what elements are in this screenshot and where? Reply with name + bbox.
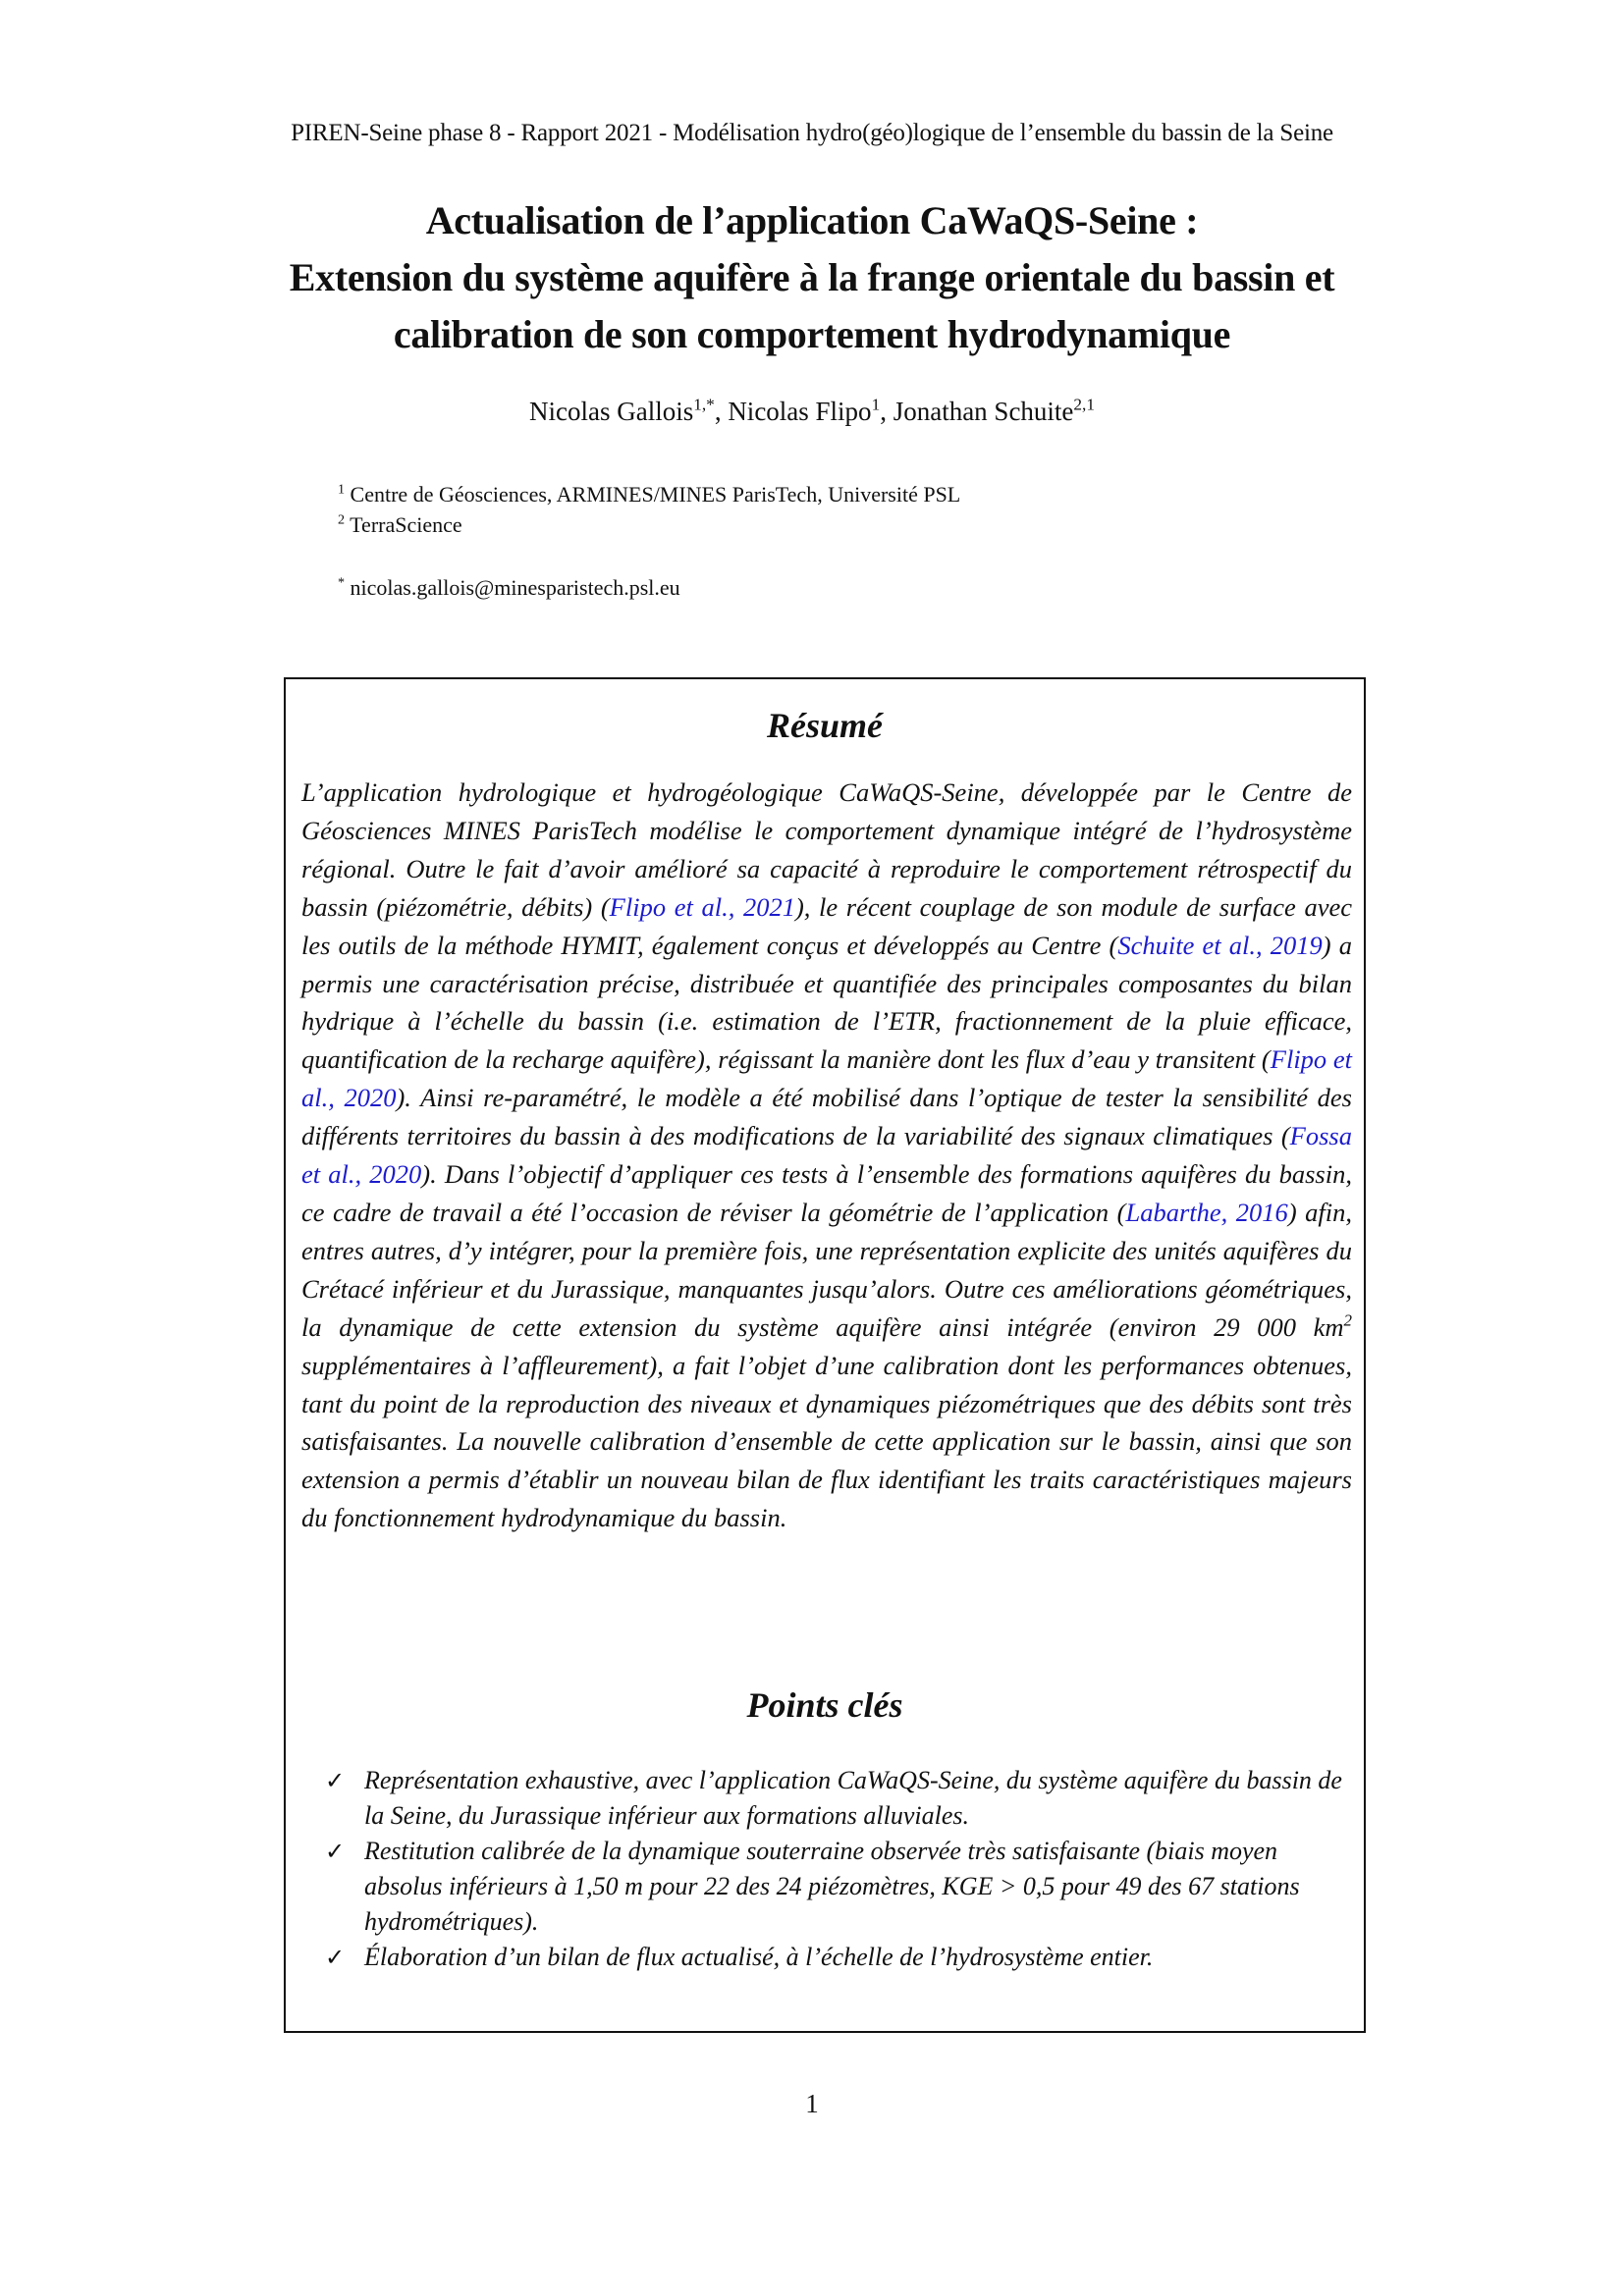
key-point-item bbox=[325, 1834, 1346, 1940]
abstract-segment: ). Ainsi re-paramétré, le modèle a été mobilisé dans l’optique de tester la sensibilité des différents territoires du bassin à des modifications de la variabilité des signaux climatiques ( bbox=[301, 1083, 1352, 1151]
author-affil-mark: 2,1 bbox=[1073, 395, 1096, 414]
affiliation-mark: 1 bbox=[338, 481, 346, 498]
author-separator: , bbox=[880, 397, 893, 426]
key-points-heading: Points clés bbox=[746, 1685, 903, 1725]
citation-link[interactable]: Fossa et al., 2020 bbox=[301, 1121, 1352, 1190]
affiliation bbox=[338, 509, 960, 540]
author-affil-mark: 1 bbox=[871, 395, 881, 414]
affiliations bbox=[338, 479, 960, 540]
title-line: Extension du système aquifère à la frange orientale du bassin et bbox=[289, 255, 1335, 299]
citation-link[interactable]: Flipo et al., 2020 bbox=[301, 1044, 1352, 1113]
title-line: calibration de son comportement hydrodynamique bbox=[393, 312, 1231, 356]
author-separator: , bbox=[714, 397, 729, 426]
citation-link[interactable]: Schuite et al., 2019 bbox=[1117, 930, 1323, 960]
checkmark-icon: ✓ bbox=[325, 1944, 346, 1971]
abstract-segment: supplémentaires à l’affleurement), a fait l’objet d’une calibration dont les performances obtenues, tant du point de la reproduction des niveaux et dynamiques piézométriques que des débits sont très satisfaisantes. La nouvelle calibration d’ensemble de cette application sur le bassin, ainsi que son extension a permis d’établir un nouveau bilan de flux identifiant les traits caractéristiques majeurs du fonctionnement hydrodynamique du bassin. bbox=[301, 1350, 1352, 1533]
title-line: Actualisation de l’application CaWaQS-Seine : bbox=[425, 198, 1199, 242]
author-name: Nicolas Flipo bbox=[728, 397, 872, 426]
paper-title bbox=[147, 192, 1477, 363]
abstract-box bbox=[284, 677, 1366, 2033]
key-points-list bbox=[325, 1763, 1346, 1975]
affiliation-text: TerraScience bbox=[350, 512, 462, 537]
correspondence bbox=[338, 575, 680, 601]
checkmark-icon: ✓ bbox=[325, 1767, 346, 1794]
citation-link[interactable]: Labarthe, 2016 bbox=[1125, 1197, 1288, 1227]
running-header: PIREN-Seine phase 8 - Rapport 2021 - Modélisation hydro(géo)logique de l’ensemble du bassin de la Seine bbox=[291, 120, 1333, 146]
key-point-text: Représentation exhaustive, avec l’application CaWaQS-Seine, du système aquifère du bassin de la Seine, du Jurassique inférieur aux formations alluviales. bbox=[364, 1766, 1342, 1830]
abstract-segment: ) a permis une caractérisation précise, distribuée et quantifiée des principales composantes du bilan hydrique à l’échelle du bassin (i.e. estimation de l’ETR, fractionnement de la pluie efficace, quantification de la recharge aquifère), régissant la manière dont les flux d’eau y transitent ( bbox=[301, 930, 1352, 1075]
affiliation-mark: 2 bbox=[338, 511, 346, 528]
key-point-item bbox=[325, 1940, 1346, 1975]
affiliation-text: Centre de Géosciences, ARMINES/MINES ParisTech, Université PSL bbox=[350, 482, 961, 507]
author-name: Nicolas Gallois bbox=[528, 397, 694, 426]
affiliation bbox=[338, 479, 960, 509]
abstract-heading: Résumé bbox=[766, 706, 883, 745]
key-point-text: Restitution calibrée de la dynamique souterraine observée très satisfaisante (biais moyen absolus inférieurs à 1,50 m pour 22 des 24 piézomètres, KGE > 0,5 pour 49 des 67 stations hydrométriques). bbox=[364, 1837, 1300, 1936]
citation-link[interactable]: Flipo et al., 2021 bbox=[609, 891, 795, 922]
correspondence-mark: * bbox=[338, 574, 346, 591]
abstract-segment: ). Dans l’objectif d’appliquer ces tests à l’ensemble des formations aquifères du bassin, ce cadre de travail a été l’occasion de réviser la géométrie de l’application ( bbox=[301, 1159, 1352, 1227]
page-number: 1 bbox=[805, 2089, 819, 2118]
key-point-item bbox=[325, 1763, 1346, 1834]
author-name: Jonathan Schuite bbox=[893, 397, 1074, 426]
key-point-text: Élaboration d’un bilan de flux actualisé, à l’échelle de l’hydrosystème entier. bbox=[364, 1943, 1154, 1971]
abstract-segment: L’application hydrologique et hydrogéologique CaWaQS-Seine, développée par le Centre de Géosciences MINES ParisTech modélise le comportement dynamique intégré de l’hydrosystème régional. Outre le fait d’avoir amélioré sa capacité à reproduire le comportement rétrospectif du bassin (piézométrie, débits) ( bbox=[301, 777, 1352, 922]
author-affil-mark: 1,* bbox=[693, 395, 715, 414]
abstract-segment: ) afin, entres autres, d’y intégrer, pour la première fois, une représentation explicite des unités aquifères du Crétacé inférieur et du Jurassique, manquantes jusqu’alors. Outre ces améliorations géométriques, la dynamique de cette extension du système aquifère ainsi intégrée (environ 29 000 km bbox=[301, 1197, 1352, 1342]
abstract-text bbox=[301, 774, 1352, 1537]
superscript: 2 bbox=[1343, 1310, 1352, 1330]
author-list bbox=[0, 397, 1624, 427]
checkmark-icon: ✓ bbox=[325, 1838, 346, 1865]
abstract-segment: ), le récent couplage de son module de surface avec les outils de la méthode HYMIT, également conçus et développés au Centre ( bbox=[301, 891, 1352, 960]
correspondence-email[interactable]: nicolas.gallois@minesparistech.psl.eu bbox=[350, 575, 680, 600]
